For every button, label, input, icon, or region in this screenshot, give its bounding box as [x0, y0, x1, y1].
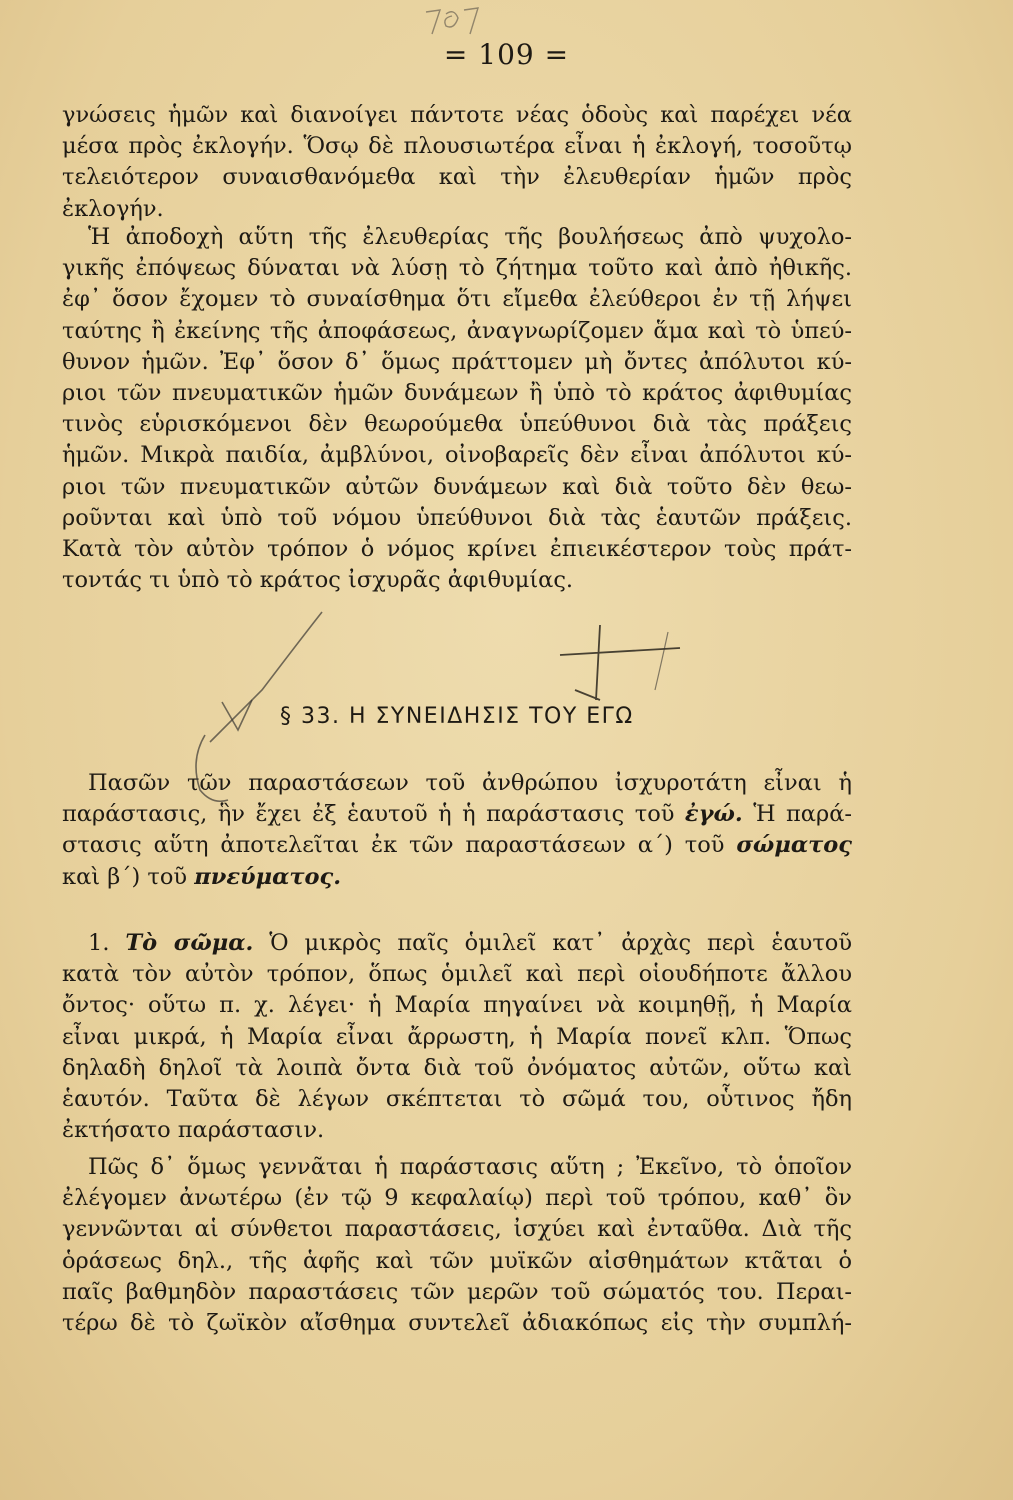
text-line [62, 928, 852, 959]
text-line: τοντάς τι ὑπὸ τὸ κράτος ἰσχυρᾶς ἀφιθυμίας. [62, 567, 574, 594]
paragraph-body [62, 928, 852, 1146]
page-number: = 109 = [443, 38, 570, 71]
text-segment: παράστασις, ἣν ἔχει ἐξ ἑαυτοῦ ἡ ἡ παράστασις τοῦ [62, 801, 675, 828]
text-line: ριοι τῶν πνευματικῶν ἡμῶν δυνάμεων ἢ ὑπὸ τὸ κράτος ἀφιθυμίας [62, 380, 852, 407]
text-line: Πασῶν τῶν παραστάσεων τοῦ ἀνθρώπου ἰσχυροτάτη εἶναι ἡ [88, 770, 852, 796]
paragraph-free-will [62, 222, 852, 596]
text-segment: Ὁ μικρὸς παῖς ὁμιλεῖ κατ᾽ ἀρχὰς περὶ ἑαυτοῦ [269, 930, 852, 956]
text-line: θυνον ἡμῶν. Ἐφ᾽ ὅσον δ᾽ ὅμως πράττομεν μὴ ὄντες ἀπόλυτοι κύ- [62, 348, 852, 375]
text-line: μέσα πρὸς ἐκλογήν. Ὅσῳ δὲ πλουσιωτέρα εἶναι ἡ ἐκλογή, τοσοῦτῳ [62, 133, 852, 160]
text-line: τέρω δὲ τὸ ζωϊκὸν αἴσθημα συντελεῖ ἀδιακόπως εἰς τὴν συμπλή- [62, 1310, 852, 1337]
item-number: 1. [88, 930, 110, 956]
text-line: εἶναι μικρά, ἡ Μαρία εἶναι ἄρρωστη, ἡ Μαρία πονεῖ κλπ. Ὅπως [62, 1023, 852, 1050]
text-line: τινὸς εὑρισκόμενοι δὲν θεωρούμεθα ὑπεύθυνοι διὰ τὰς πράξεις [62, 411, 852, 438]
text-line [62, 830, 852, 861]
text-line: ἐλέγομεν ἀνωτέρω (ἐν τῷ 9 κεφαλαίῳ) περὶ τοῦ τρόπου, καθ᾽ ὃν [62, 1185, 852, 1212]
text-line: Ἡ ἀποδοχὴ αὕτη τῆς ἐλευθερίας τῆς βουλήσεως ἀπὸ ψυχολο- [88, 224, 852, 250]
text-line: κατὰ τὸν αὐτὸν τρόπον, ὅπως ὁμιλεῖ καὶ περὶ οἱουδήποτε ἄλλου [62, 961, 852, 988]
text-line: ροῦνται καὶ ὑπὸ τοῦ νόμου ὑπεύθυνοι διὰ τὰς ἑαυτῶν πράξεις. [62, 504, 852, 531]
section-heading: § 33. Η ΣΥΝΕΙΔΗΣΙΣ ΤΟΥ ΕΓΩ [280, 704, 634, 729]
text-line: παῖς βαθμηδὸν παραστάσεις τῶν μερῶν τοῦ σώματός του. Περαι- [62, 1278, 852, 1305]
emphasis-spirit: πνεύματος. [194, 863, 342, 890]
text-line: ριοι τῶν πνευματικῶν αὐτῶν δυνάμεων καὶ διὰ τοῦτο δὲν θεω- [62, 473, 852, 500]
text-line: Πῶς δ᾽ ὅμως γεννᾶται ἡ παράστασις αὕτη ; Ἐκεῖνο, τὸ ὁποῖον [88, 1154, 852, 1180]
text-line: ἡμῶν. Μικρὰ παιδία, ἀμβλύνοι, οἰνοβαρεῖς δὲν εἶναι ἀπόλυτοι κύ- [62, 442, 852, 469]
text-line: γικῆς ἐπόψεως δύναται νὰ λύσῃ τὸ ζήτημα τοῦτο καὶ ἀπὸ ἠθικῆς. [62, 255, 852, 282]
paragraph-continuation [62, 100, 852, 225]
text-line: ἐκτήσατο παράστασιν. [62, 1117, 325, 1144]
item-title: Τὸ σῶμα. [125, 930, 254, 956]
text-line: ἑαυτόν. Ταῦτα δὲ λέγων σκέπτεται τὸ σῶμά του, οὗτινος ἤδη [62, 1086, 852, 1113]
text-line: τελειότερον συναισθανόμεθα καὶ τὴν ἐλευθερίαν ἡμῶν πρὸς ἐκλογήν. [62, 164, 852, 222]
text-segment: στασις αὕτη ἀποτελεῖται ἐκ τῶν παραστάσεων α΄) τοῦ [62, 832, 725, 859]
emphasis-ego: ἐγώ. [684, 801, 743, 828]
emphasis-body: σώματος [736, 832, 852, 859]
text-line: Κατὰ τὸν αὐτὸν τρόπον ὁ νόμος κρίνει ἐπιεικέστερον τοὺς πράτ- [62, 536, 852, 563]
text-line: ὁράσεως δηλ., τῆς ἁφῆς καὶ τῶν μυϊκῶν αἰσθημάτων κτᾶται ὁ [62, 1247, 852, 1274]
paragraph-formation [62, 1152, 852, 1339]
text-line: δηλαδὴ δηλοῖ τὰ λοιπὰ ὄντα διὰ τοῦ ὀνόματος αὐτῶν, οὕτω καὶ [62, 1054, 852, 1081]
text-line [62, 862, 852, 893]
text-line: γεννῶνται αἱ σύνθετοι παραστάσεις, ἰσχύει καὶ ἐνταῦθα. Διὰ τῆς [62, 1216, 852, 1243]
text-segment: Ἡ παρά- [753, 801, 852, 828]
text-line: ὄντος· οὕτω π. χ. λέγει· ἡ Μαρία πηγαίνει νὰ κοιμηθῇ, ἡ Μαρία [62, 992, 852, 1019]
text-line [62, 799, 852, 830]
text-line: ταύτης ἢ ἐκείνης τῆς ἀποφάσεως, ἀναγνωρίζομεν ἅμα καὶ τὸ ὑπεύ- [62, 317, 852, 344]
text-line: ἐφ᾽ ὅσον ἔχομεν τὸ συναίσθημα ὅτι εἴμεθα ἐλεύθεροι ἐν τῇ λήψει [62, 286, 852, 313]
text-line: γνώσεις ἡμῶν καὶ διανοίγει πάντοτε νέας ὁδοὺς καὶ παρέχει νέα [62, 102, 852, 128]
text-segment: καὶ β΄) τοῦ [62, 863, 188, 890]
paragraph-ego [62, 768, 852, 893]
